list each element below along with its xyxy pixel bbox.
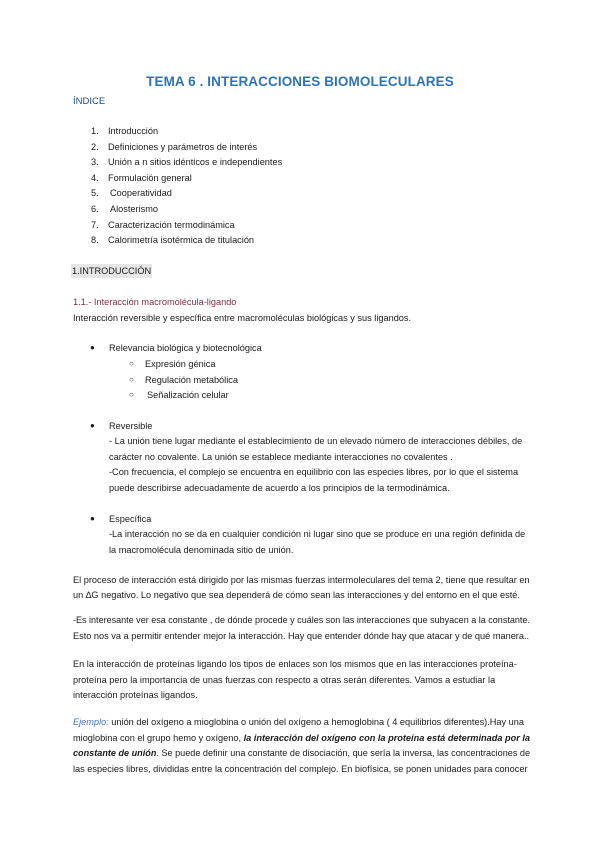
bullet-especifica: Específica <box>109 514 152 524</box>
toc-number: 3. <box>91 157 99 167</box>
toc-number: 4. <box>91 173 99 183</box>
text-line: carácter no covalente. La unión se establece mediante interacciones no covalentes . <box>109 452 453 462</box>
toc-item-caracterizacion: Caracterización termodinámica <box>108 220 235 230</box>
text-span: mioglobina con el grupo hemo y oxígeno, <box>73 733 244 743</box>
page-title: TEMA 6 . INTERACCIONES BIOMOLECULARES <box>146 74 454 89</box>
paragraph-line: las especies libres, divididas entre la concentración del complejo. En biofísica, se ponen unidades para conocer <box>73 764 528 774</box>
paragraph-line <box>73 716 524 728</box>
paragraph-line: un ∆G negativo. Lo negativo que sea dependerá de cómo sean las interacciones y del entorno en el que esté. <box>73 590 520 600</box>
paragraph-line: interacción proteínas ligandos. <box>73 690 198 700</box>
subsection-heading: 1.1.- Interacción macromolécula-ligando <box>73 297 237 307</box>
bullet-icon: ● <box>90 514 95 523</box>
toc-item-alosterismo: Alosterismo <box>110 204 158 214</box>
bullet-reversible: Reversible <box>109 421 153 431</box>
paragraph-line: Esto nos va a permitir entender mejor la interacción. Hay que entender dónde hay que atacar y de qué manera.. <box>73 631 530 641</box>
toc-number: 2. <box>91 142 99 152</box>
section-heading-introduccion: 1.INTRODUCCIÓN <box>72 266 152 276</box>
toc-item-definiciones: Definiciones y parámetros de interés <box>108 142 258 152</box>
text-line: -Con frecuencia, el complejo se encuentra en equilibrio con las especies libres, por lo que el sistema <box>109 467 519 477</box>
toc-item-calorimetria: Calorimetría isotérmica de titulación <box>108 235 255 245</box>
index-heading: ÍNDICE <box>73 96 106 107</box>
text-line: -La interacción no se da en cualquier condición ni lugar sino que se produce en una región definida de <box>109 529 526 539</box>
toc-number: 6. <box>91 204 99 214</box>
toc-number: 8. <box>91 235 99 245</box>
emphasis-text: la interacción del oxígeno con la proteína está determinada por la <box>243 733 531 743</box>
paragraph-line: El proceso de interacción está dirigido por las mismas fuerzas intermoleculares del tema 2, tiene que resultar en <box>73 575 530 585</box>
subitem: Regulación metabólica <box>145 375 238 385</box>
intro-line: Interacción reversible y específica entre macromoléculas biológicas y sus ligandos. <box>73 313 412 323</box>
ejemplo-label: Ejemplo: <box>73 717 109 727</box>
toc-number: 7. <box>91 220 99 230</box>
toc-item-cooperatividad: Cooperatividad <box>110 188 172 198</box>
paragraph-line: En la interacción de proteínas ligando los tipos de enlaces son los mismos que en las interacciones proteína- <box>73 659 517 669</box>
bullet-icon: ● <box>90 421 95 430</box>
circle-bullet-icon: ○ <box>129 375 134 384</box>
circle-bullet-icon: ○ <box>129 390 134 399</box>
toc-number: 1. <box>91 126 99 136</box>
emphasis-text: constante de unión <box>73 748 157 758</box>
paragraph-line: proteína pero la importancia de unas fuerzas con respecto a otras serán diferentes. Vamos a estudiar la <box>73 675 496 685</box>
paragraph-line <box>73 747 530 759</box>
bullet-relevancia: Relevancia biológica y biotecnológica <box>109 343 262 353</box>
toc-item-formulacion: Formulación general <box>108 173 192 183</box>
text-line: puede describirse adecuadamente de acuerdo a los principios de la termodinámica. <box>109 483 450 493</box>
paragraph-line <box>73 732 530 744</box>
text-span: unión del oxígeno a mioglobina o unión del oxígeno a hemoglobina ( 4 equilibrios diferentes).Hay una <box>108 717 524 727</box>
toc-number: 5. <box>91 188 99 198</box>
subitem: Señalización celular <box>147 390 229 400</box>
toc-item-union-sitios: Unión a n sitios idénticos e independientes <box>108 157 283 167</box>
toc-item-introduccion: Introducción <box>108 126 159 136</box>
subitem: Expresión génica <box>145 359 216 369</box>
bullet-icon: ● <box>90 343 95 352</box>
paragraph-line: -Es interesante ver esa constante , de dónde procede y cuáles son las interacciones que subyacen a la constante. <box>73 615 530 625</box>
text-line: - La unión tiene lugar mediante el establecimiento de un elevado número de interacciones débiles, de <box>109 436 523 446</box>
circle-bullet-icon: ○ <box>129 359 134 368</box>
text-line: la macromolécula denominada sitio de unión. <box>109 545 294 555</box>
text-span: . Se puede definir una constante de disociación, que sería la inversa, las concentraciones de <box>156 748 531 758</box>
